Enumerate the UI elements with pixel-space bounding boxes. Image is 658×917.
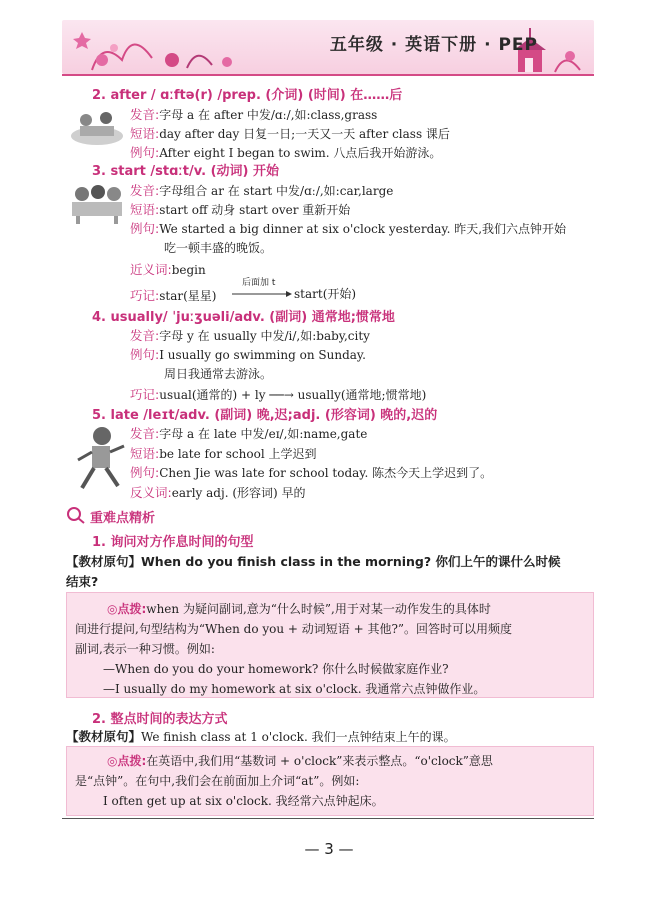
- tip-box-content: ◎点拨:when 为疑问副词,意为“什么时候”,用于对某一动作发生的具体时: [107, 602, 491, 616]
- entry-row: 例句:After eight I began to swim. 八点后我开始游泳。: [130, 145, 442, 160]
- page-number: — 3 —: [304, 840, 354, 858]
- tip-bullet-icon: ◎: [107, 602, 118, 616]
- entry-heading: 5. late /leɪt/adv. (副词) 晚,迟;adj. (形容词) 晚的,迟的: [92, 408, 438, 423]
- tip-bullet-icon: ◎: [107, 754, 118, 768]
- tip-box-lines: 是“点钟”。在句中,我们会在前面加上介词“at”。例如:: [75, 774, 360, 788]
- entry-row: 巧记:usual(通常的) + ly ──→ usually(通常地;惯常地): [130, 387, 427, 402]
- children-reading-illustration: [70, 106, 124, 146]
- page-header-title: 五年级 · 英语下册 · PEP: [329, 35, 538, 55]
- trick-result: start(开始): [294, 287, 357, 301]
- entry-row: 例句:I usually go swimming on Sunday.: [130, 347, 366, 362]
- tip-box-content: ◎点拨:在英语中,我们用“基数词 + o'clock”来表示整点。“o'clock”意思: [107, 754, 493, 768]
- section-title: 重难点精析: [90, 511, 156, 526]
- header-divider: [62, 74, 594, 76]
- entry-row: 吃一顿丰盛的晚饭。: [164, 241, 273, 255]
- entry-row: 反义词:early adj. (形容词) 早的: [130, 485, 306, 500]
- entry-heading: 4. usually/ ˈjuːʒuəli/adv. (副词) 通常地;惯常地: [92, 310, 395, 325]
- entry-row: 短语:day after day 日复一日;一天又一天 after class 课后: [130, 126, 450, 141]
- entry-row: 短语:be late for school 上学迟到: [130, 446, 317, 461]
- running-boy-illustration: [72, 424, 128, 494]
- entry-heading: 3. start /stɑːt/v. (动词) 开始: [92, 164, 280, 179]
- original-sentence: 【教材原句】We finish class at 1 o'clock. 我们一点钟结束上午的课。: [66, 729, 456, 744]
- entry-row: 周日我通常去游泳。: [164, 367, 273, 381]
- entry-row: 例句:We started a big dinner at six o'clock yesterday. 昨天,我们六点钟开始: [130, 221, 567, 236]
- point-title: 1. 询问对方作息时间的句型: [92, 535, 254, 550]
- entry-heading: 2. after / ɑːftə(r) /prep. (介词) (时间) 在……后: [92, 88, 403, 103]
- original-sentence: 【教材原句】When do you finish class in the morning? 你们上午的课什么时候: [66, 554, 561, 569]
- entry-row: 发音:字母 y 在 usually 中发/i/,如:baby,city: [130, 328, 370, 343]
- entry-row: 近义词:begin: [130, 262, 206, 277]
- arrow-right-icon: [232, 289, 292, 299]
- footer-divider: [62, 818, 594, 819]
- magnifier-icon: [66, 506, 86, 524]
- point-title: 2. 整点时间的表达方式: [92, 712, 228, 727]
- tip-box-lines: 间进行提问,句型结构为“When do you + 动词短语 + 其他?”。回答时可以用频度 副词,表示一种习惯。例如:: [75, 622, 513, 656]
- tip-box: [66, 592, 594, 698]
- tip-box-examples: —When do you do your homework? 你什么时候做家庭作业? —I usually do my homework at six o'clock. 我通常六点钟做作业。: [103, 662, 486, 696]
- entry-row: 发音:字母组合 ar 在 start 中发/ɑː/,如:car,large: [130, 183, 394, 198]
- entry-row: 短语:start off 动身 start over 重新开始: [130, 202, 351, 217]
- arrow-note: 后面加 t: [242, 278, 276, 288]
- entry-row: 发音:字母 a 在 late 中发/eɪ/,如:name,gate: [130, 426, 368, 441]
- entry-row: 例句:Chen Jie was late for school today. 陈杰今天上学迟到了。: [130, 465, 493, 480]
- children-dinner-illustration: [68, 180, 126, 224]
- original-sentence-cont: 结束?: [66, 574, 99, 589]
- entry-row-trick: 巧记:star(星星): [130, 288, 217, 303]
- tip-box-examples: I often get up at six o'clock. 我经常六点钟起床。: [103, 794, 384, 808]
- entry-row: 发音:字母 a 在 after 中发/ɑː/,如:class,grass: [130, 107, 378, 122]
- tip-box: [66, 746, 594, 816]
